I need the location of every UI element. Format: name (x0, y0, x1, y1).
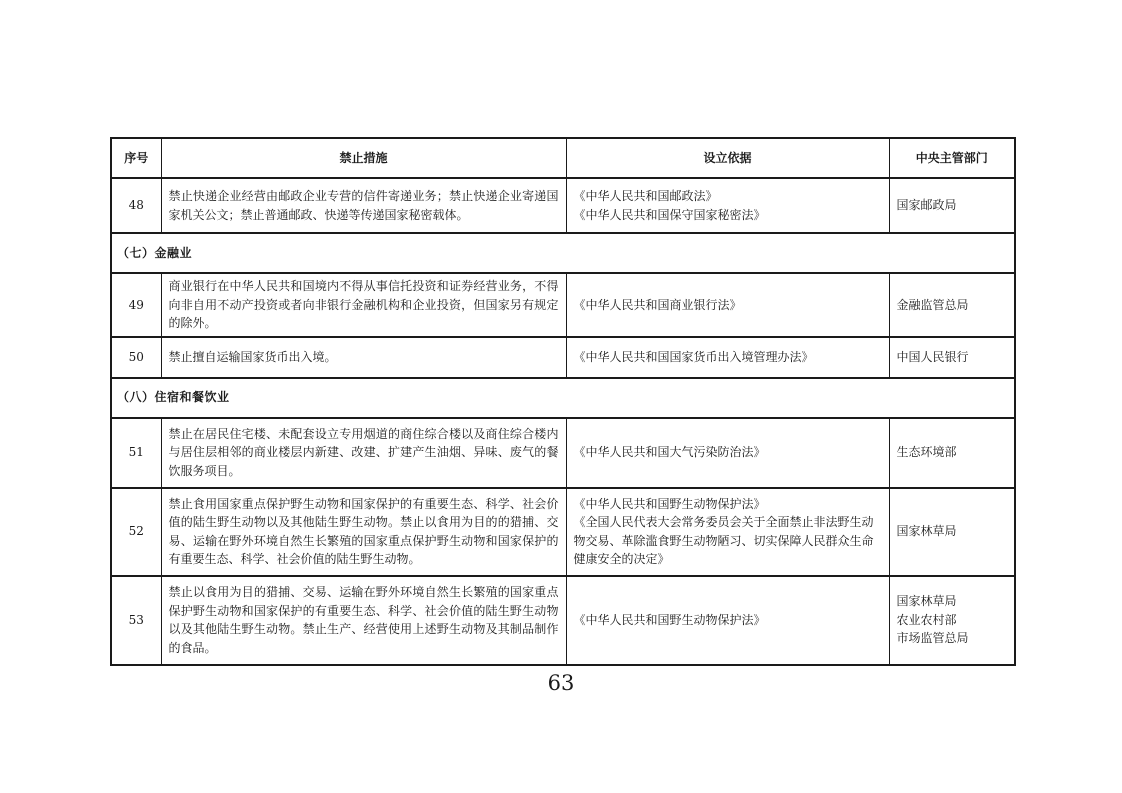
row-number-cell: 49 (111, 273, 161, 337)
department-entry: 国家林草局 (896, 594, 957, 609)
measure-cell: 禁止以食用为目的猎捕、交易、运输在野外环境自然生长繁殖的国家重点保护野生动物和国家保护的有重要生态、科学、社会价值的陆生野生动物以及其他陆生野生动物。禁止生产、经营使用上述野生动物及其制品制作的食品。 (161, 576, 566, 665)
table-header-row (111, 138, 1015, 178)
measure-cell: 商业银行在中华人民共和国境内不得从事信托投资和证券经营业务，不得向非自用不动产投资或者向非银行金融机构和企业投资，但国家另有规定的除外。 (161, 273, 566, 337)
basis-entry: 《中华人民共和国保守国家秘密法》 (573, 207, 766, 222)
department-cell (889, 178, 1015, 233)
header-prohibited-measure: 禁止措施 (161, 138, 566, 178)
department-entry: 金融监管总局 (896, 297, 969, 312)
section-header-row (111, 378, 1015, 418)
basis-cell (566, 273, 889, 337)
basis-cell (566, 337, 889, 378)
section-label: （七）金融业 (111, 233, 1015, 273)
basis-entry: 《中华人民共和国野生动物保护法》 (573, 612, 766, 627)
department-entry: 农业农村部 (896, 612, 957, 627)
basis-entry: 《中华人民共和国大气污染防治法》 (573, 445, 766, 460)
section-label: （八）住宿和餐饮业 (111, 378, 1015, 418)
prohibition-table-container (110, 137, 1014, 666)
basis-entry: 《中华人民共和国国家货币出入境管理办法》 (573, 349, 814, 364)
department-cell (889, 488, 1015, 576)
basis-cell (566, 576, 889, 665)
measure-cell: 禁止快递企业经营由邮政企业专营的信件寄递业务；禁止快递企业寄递国家机关公文；禁止普通邮政、快递等传递国家秘密载体。 (161, 178, 566, 233)
basis-entry: 《中华人民共和国商业银行法》 (573, 297, 742, 312)
table-row (111, 488, 1015, 576)
department-cell (889, 418, 1015, 488)
department-cell (889, 273, 1015, 337)
department-entry: 国家林草局 (896, 524, 957, 539)
department-entry: 市场监管总局 (896, 631, 969, 646)
table-row (111, 273, 1015, 337)
measure-cell: 禁止食用国家重点保护野生动物和国家保护的有重要生态、科学、社会价值的陆生野生动物以及其他陆生野生动物。禁止以食用为目的的猎捕、交易、运输在野外环境自然生长繁殖的国家重点保护野生动物和国家保护的有重要生态、科学、社会价值的陆生野生动物。 (161, 488, 566, 576)
row-number-cell: 52 (111, 488, 161, 576)
table-row (111, 418, 1015, 488)
department-entry: 国家邮政局 (896, 198, 957, 213)
table-row (111, 337, 1015, 378)
department-cell (889, 337, 1015, 378)
row-number-cell: 48 (111, 178, 161, 233)
page-number: 63 (547, 671, 575, 695)
basis-cell (566, 418, 889, 488)
department-entry: 生态环境部 (896, 445, 957, 460)
table-row (111, 178, 1015, 233)
basis-cell (566, 178, 889, 233)
row-number-cell: 50 (111, 337, 161, 378)
basis-entry: 《全国人民代表大会常务委员会关于全面禁止非法野生动物交易、革除滥食野生动物陋习、切实保障人民群众生命健康安全的决定》 (573, 515, 874, 566)
section-header-row (111, 233, 1015, 273)
basis-entry: 《中华人民共和国野生动物保护法》 (573, 496, 766, 511)
header-central-department: 中央主管部门 (889, 138, 1015, 178)
header-establishment-basis: 设立依据 (566, 138, 889, 178)
row-number-cell: 51 (111, 418, 161, 488)
measure-cell: 禁止擅自运输国家货币出入境。 (161, 337, 566, 378)
department-cell (889, 576, 1015, 665)
row-number-cell: 53 (111, 576, 161, 665)
basis-cell (566, 488, 889, 576)
measure-cell: 禁止在居民住宅楼、未配套设立专用烟道的商住综合楼以及商住综合楼内与居住层相邻的商业楼层内新建、改建、扩建产生油烟、异味、废气的餐饮服务项目。 (161, 418, 566, 488)
prohibition-table (110, 137, 1016, 666)
basis-entry: 《中华人民共和国邮政法》 (573, 189, 718, 203)
department-entry: 中国人民银行 (896, 349, 969, 364)
table-row (111, 576, 1015, 665)
header-serial-number: 序号 (111, 138, 161, 178)
